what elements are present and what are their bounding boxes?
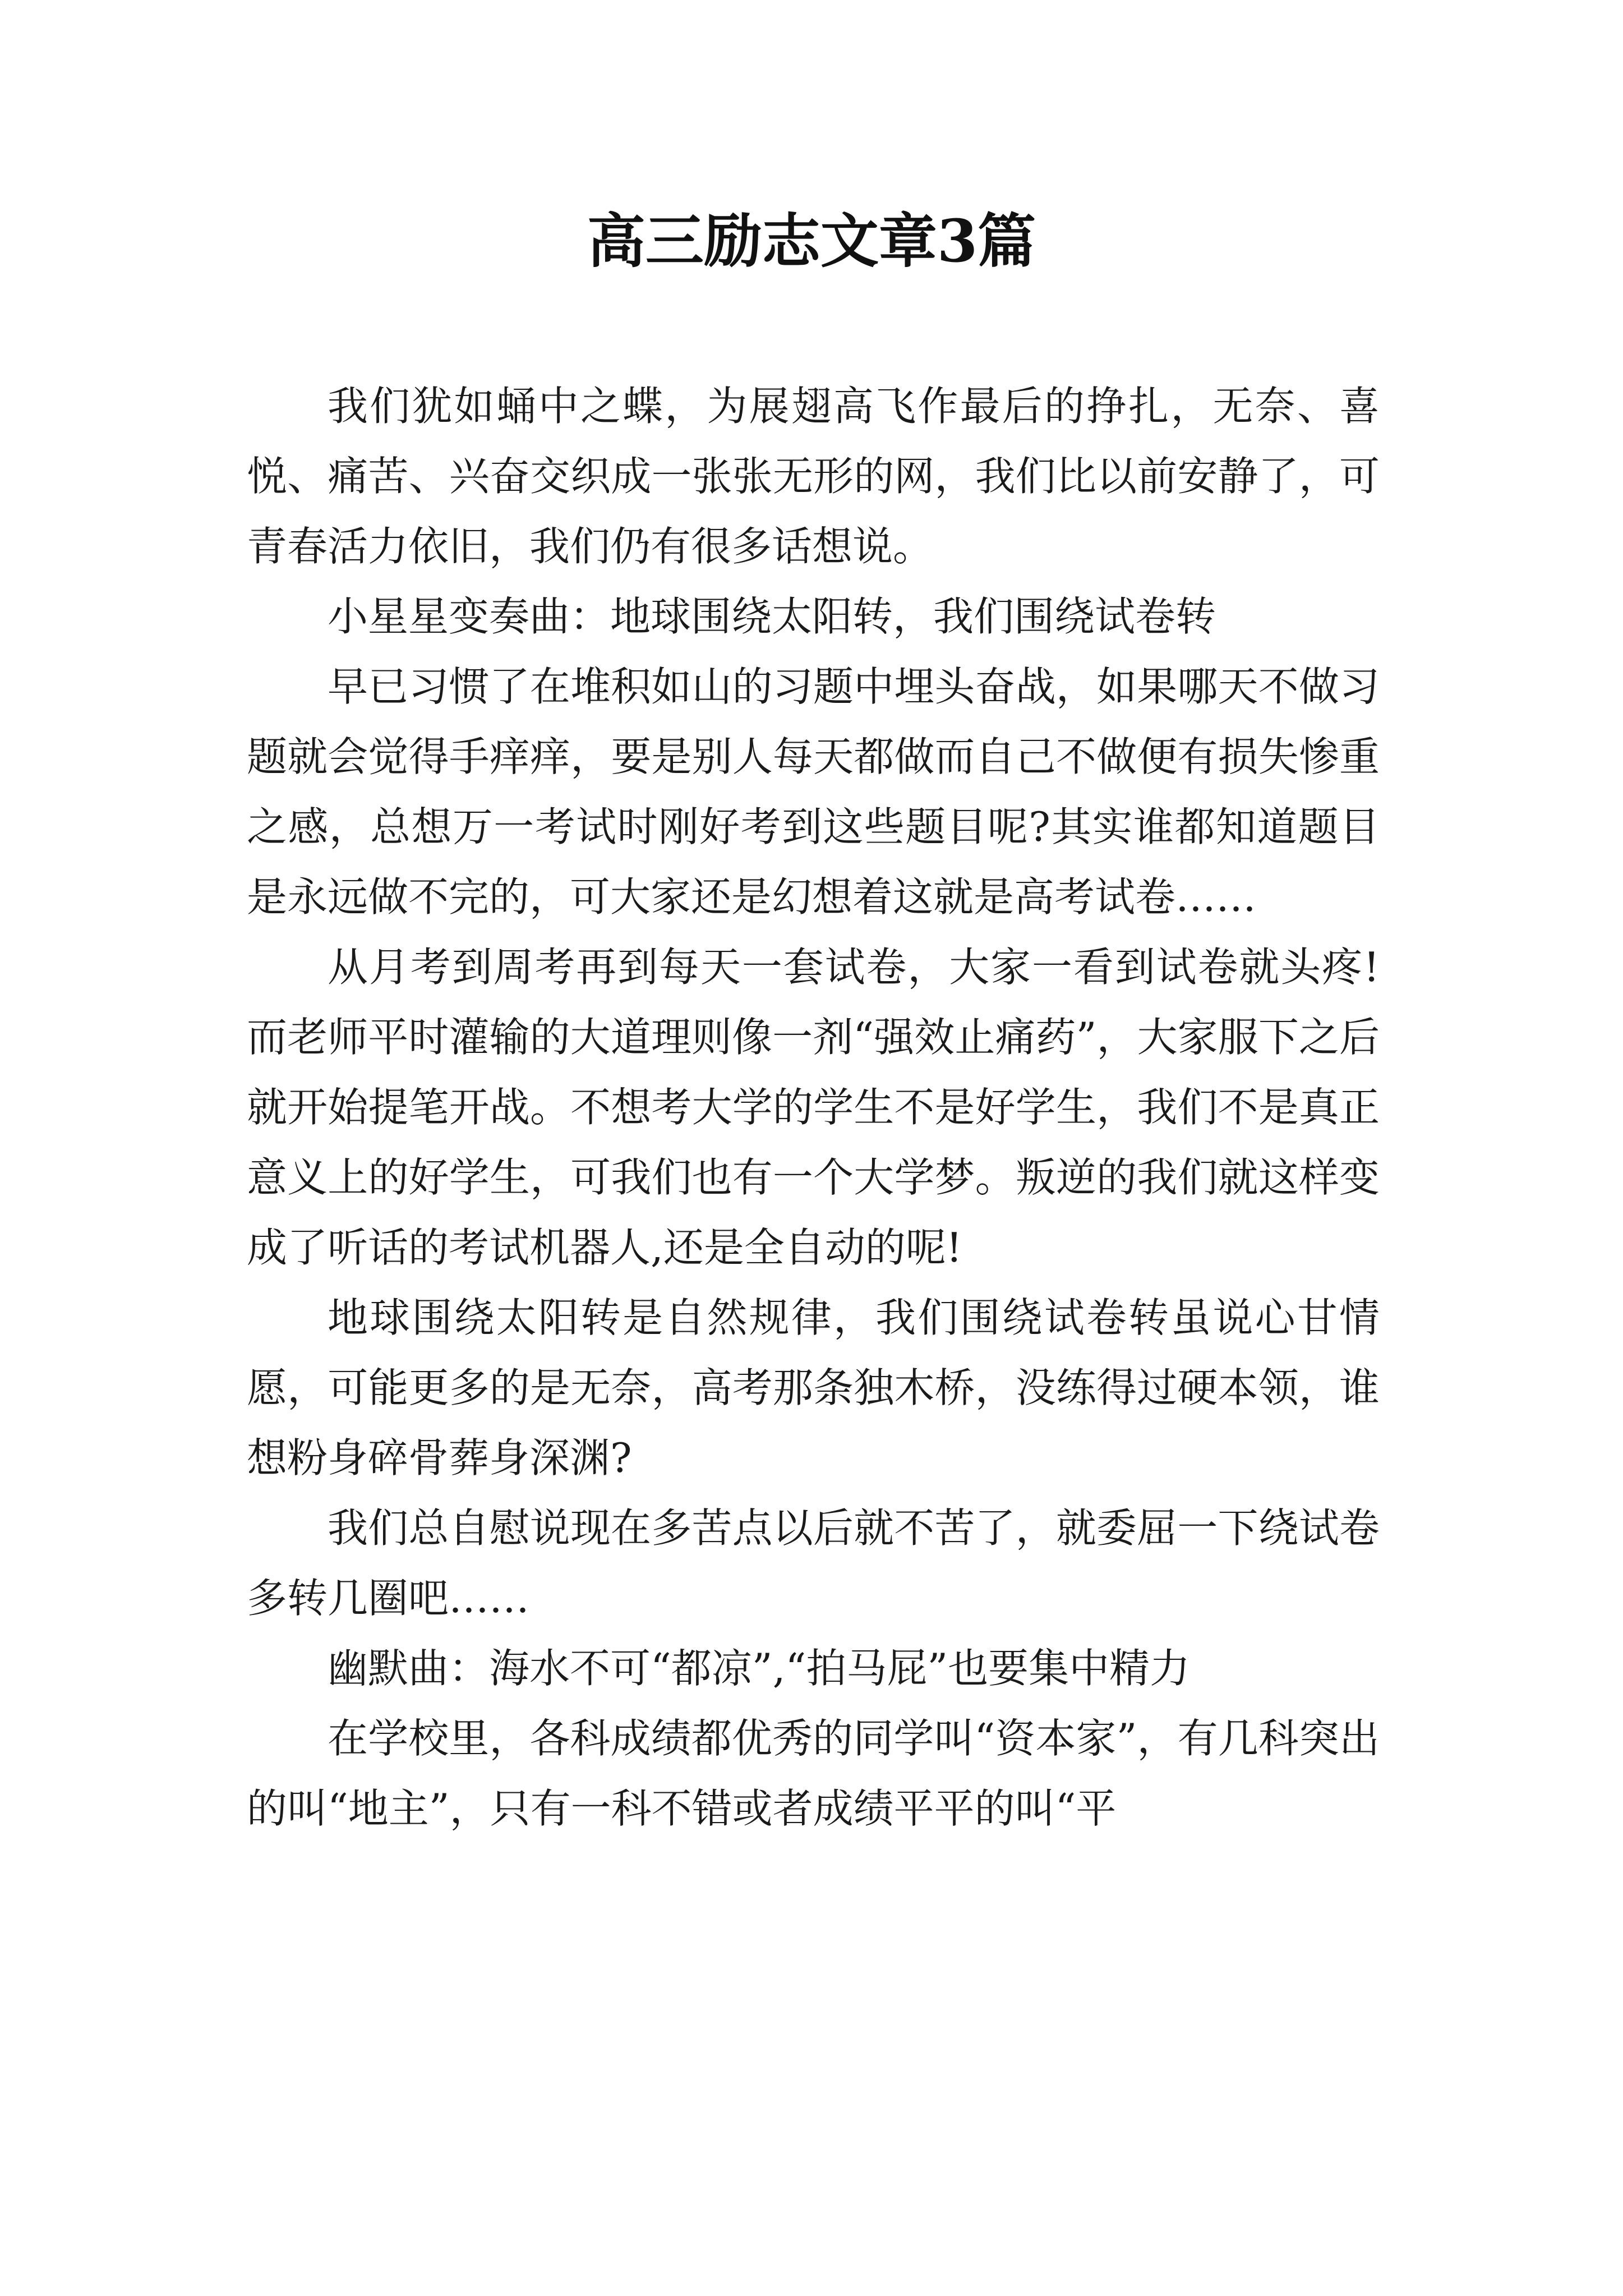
section-heading: 小星星变奏曲：地球围绕太阳转，我们围绕试卷转: [328, 593, 1216, 640]
paragraph: 我们总自慰说现在多苦点以后就不苦了，就委屈一下绕试卷多转几圈吧……: [247, 1504, 1380, 1622]
paragraph: 在学校里，各科成绩都优秀的同学叫“资本家”，有几科突出的叫“地主”，只有一科不错或者成绩平平的叫“平: [247, 1715, 1380, 1832]
document-title: 高三励志文章3篇: [587, 206, 1036, 275]
paragraph: 地球围绕太阳转是自然规律，我们围绕试卷转虽说心甘情愿，可能更多的是无奈，高考那条独木桥，没练得过硬本领，谁想粉身碎骨葬身深渊?: [247, 1294, 1380, 1481]
paragraph: 我们犹如蛹中之蝶，为展翅高飞作最后的挣扎，无奈、喜悦、痛苦、兴奋交织成一张张无形的网，我们比以前安静了，可青春活力依旧，我们仍有很多话想说。: [247, 383, 1380, 570]
paragraph: 早已习惯了在堆积如山的习题中埋头奋战，如果哪天不做习题就会觉得手痒痒，要是别人每天都做而自己不做便有损失惨重之感，总想万一考试时刚好考到这些题目呢?其实谁都知道题目是永远做不完的，可大家还是幻想着这就是高考试卷……: [247, 663, 1380, 921]
section-heading: 幽默曲：海水不可“都凉”,“拍马屁”也要集中精力: [328, 1645, 1191, 1692]
document-body: [247, 371, 1380, 1844]
paragraph: 从月考到周考再到每天一套试卷，大家一看到试卷就头疼!而老师平时灌输的大道理则像一剂“强效止痛药”，大家服下之后就开始提笔开战。不想考大学的学生不是好学生，我们不是真正意义上的好学生，可我们也有一个大学梦。叛逆的我们就这样变成了听话的考试机器人,还是全自动的呢!: [247, 944, 1380, 1271]
